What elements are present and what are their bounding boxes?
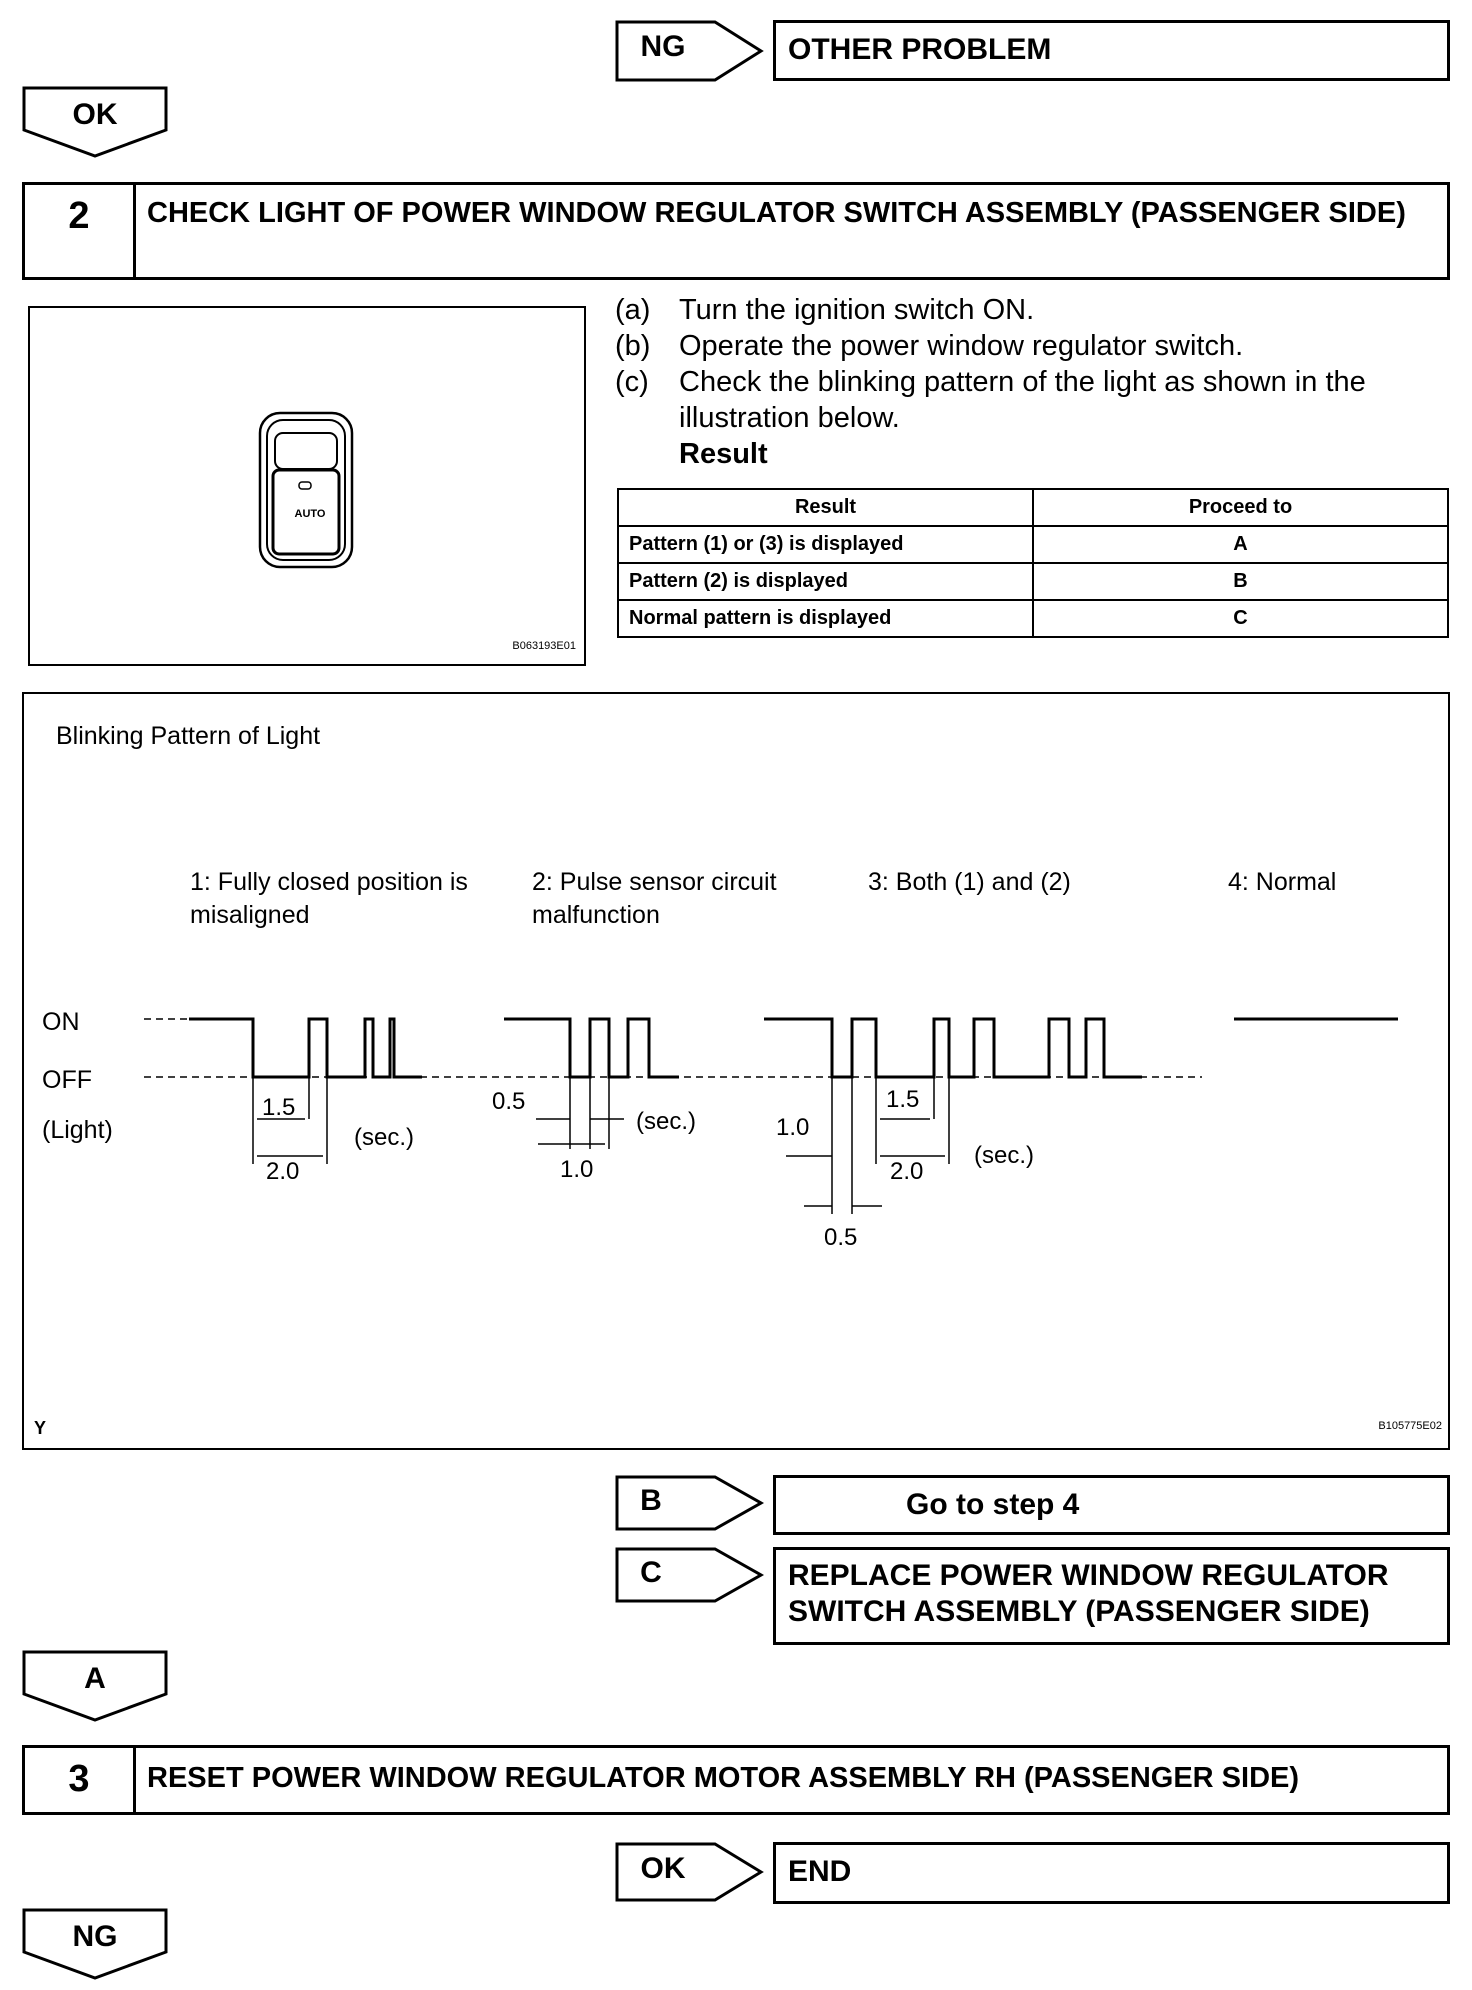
end-box xyxy=(773,1842,1450,1904)
other-problem-box xyxy=(773,20,1450,81)
window-switch-icon xyxy=(255,408,365,578)
replace-switch-box xyxy=(773,1547,1450,1645)
figure-code-1: B063193E01 xyxy=(512,640,576,652)
step2-header xyxy=(22,182,1450,280)
table-row: Pattern (2) is displayed B xyxy=(618,563,1448,600)
c-label: C xyxy=(640,1556,662,1589)
diagram-title: Blinking Pattern of Light xyxy=(56,722,321,750)
replace-switch-line1: REPLACE POWER WINDOW REGULATOR xyxy=(788,1559,1389,1592)
on-label: ON xyxy=(42,1008,80,1036)
p3-bottom-value: 0.5 xyxy=(824,1224,858,1251)
p1-short-value: 1.5 xyxy=(262,1094,296,1121)
p3-left-value: 1.0 xyxy=(776,1114,810,1141)
p3-unit: (sec.) xyxy=(974,1142,1034,1169)
go-to-step4-box xyxy=(773,1475,1450,1535)
a-label: A xyxy=(84,1662,106,1695)
p3-short-value: 1.5 xyxy=(886,1086,920,1113)
switch-illustration xyxy=(28,306,586,666)
pattern-2-caption: 2: Pulse sensor circuit malfunction xyxy=(532,868,777,929)
ng-bottom-label: NG xyxy=(72,1920,118,1953)
table-header-proceed: Proceed to xyxy=(1033,489,1448,526)
go-to-step4-text: Go to step 4 xyxy=(906,1488,1080,1521)
replace-switch-line2: SWITCH ASSEMBLY (PASSENGER SIDE) xyxy=(788,1595,1370,1628)
ok-end-label: OK xyxy=(640,1852,686,1885)
pattern-4-caption: 4: Normal xyxy=(1228,868,1337,896)
waveform-drawing xyxy=(24,694,1448,1448)
ng-label: NG xyxy=(640,30,686,63)
step2-number: 2 xyxy=(68,195,90,237)
off-label: OFF xyxy=(42,1066,92,1094)
b-label: B xyxy=(640,1484,662,1517)
figure-code-2: B105775E02 xyxy=(1378,1420,1442,1432)
step2-title: CHECK LIGHT OF POWER WINDOW REGULATOR SWITCH ASSEMBLY (PASSENGER SIDE) xyxy=(147,197,1406,229)
corner-mark: Y xyxy=(34,1418,47,1438)
p1-unit: (sec.) xyxy=(354,1124,414,1151)
step3-title: RESET POWER WINDOW REGULATOR MOTOR ASSEMBLY RH (PASSENGER SIDE) xyxy=(147,1762,1300,1794)
result-heading: Result xyxy=(679,438,768,470)
result-table xyxy=(617,488,1449,638)
instruction-c: (c) Check the blinking pattern of the light as shown in the illustration below. xyxy=(615,366,1366,434)
instruction-a: (a) Turn the ignition switch ON. xyxy=(615,294,1035,326)
ok-label: OK xyxy=(72,98,118,131)
table-row: Normal pattern is displayed C xyxy=(618,600,1448,637)
pattern-1-caption: 1: Fully closed position is misaligned xyxy=(190,868,468,929)
step3-number: 3 xyxy=(68,1758,90,1800)
other-problem-text: OTHER PROBLEM xyxy=(788,33,1052,66)
p2-long-value: 1.0 xyxy=(560,1156,594,1183)
table-header-result: Result xyxy=(618,489,1033,526)
end-text: END xyxy=(788,1855,852,1888)
instruction-b: (b) Operate the power window regulator switch. xyxy=(615,330,1244,362)
switch-auto-label: AUTO xyxy=(294,508,326,520)
p1-long-value: 2.0 xyxy=(266,1158,300,1185)
blinking-pattern-diagram xyxy=(22,692,1450,1450)
instructions xyxy=(615,292,1449,472)
p3-long-value: 2.0 xyxy=(890,1158,924,1185)
table-row: Pattern (1) or (3) is displayed A xyxy=(618,526,1448,563)
step3-header xyxy=(22,1745,1450,1815)
pattern-3-caption: 3: Both (1) and (2) xyxy=(868,868,1071,896)
light-label: (Light) xyxy=(42,1116,113,1144)
p2-short-value: 0.5 xyxy=(492,1088,526,1115)
p2-unit: (sec.) xyxy=(636,1108,696,1135)
